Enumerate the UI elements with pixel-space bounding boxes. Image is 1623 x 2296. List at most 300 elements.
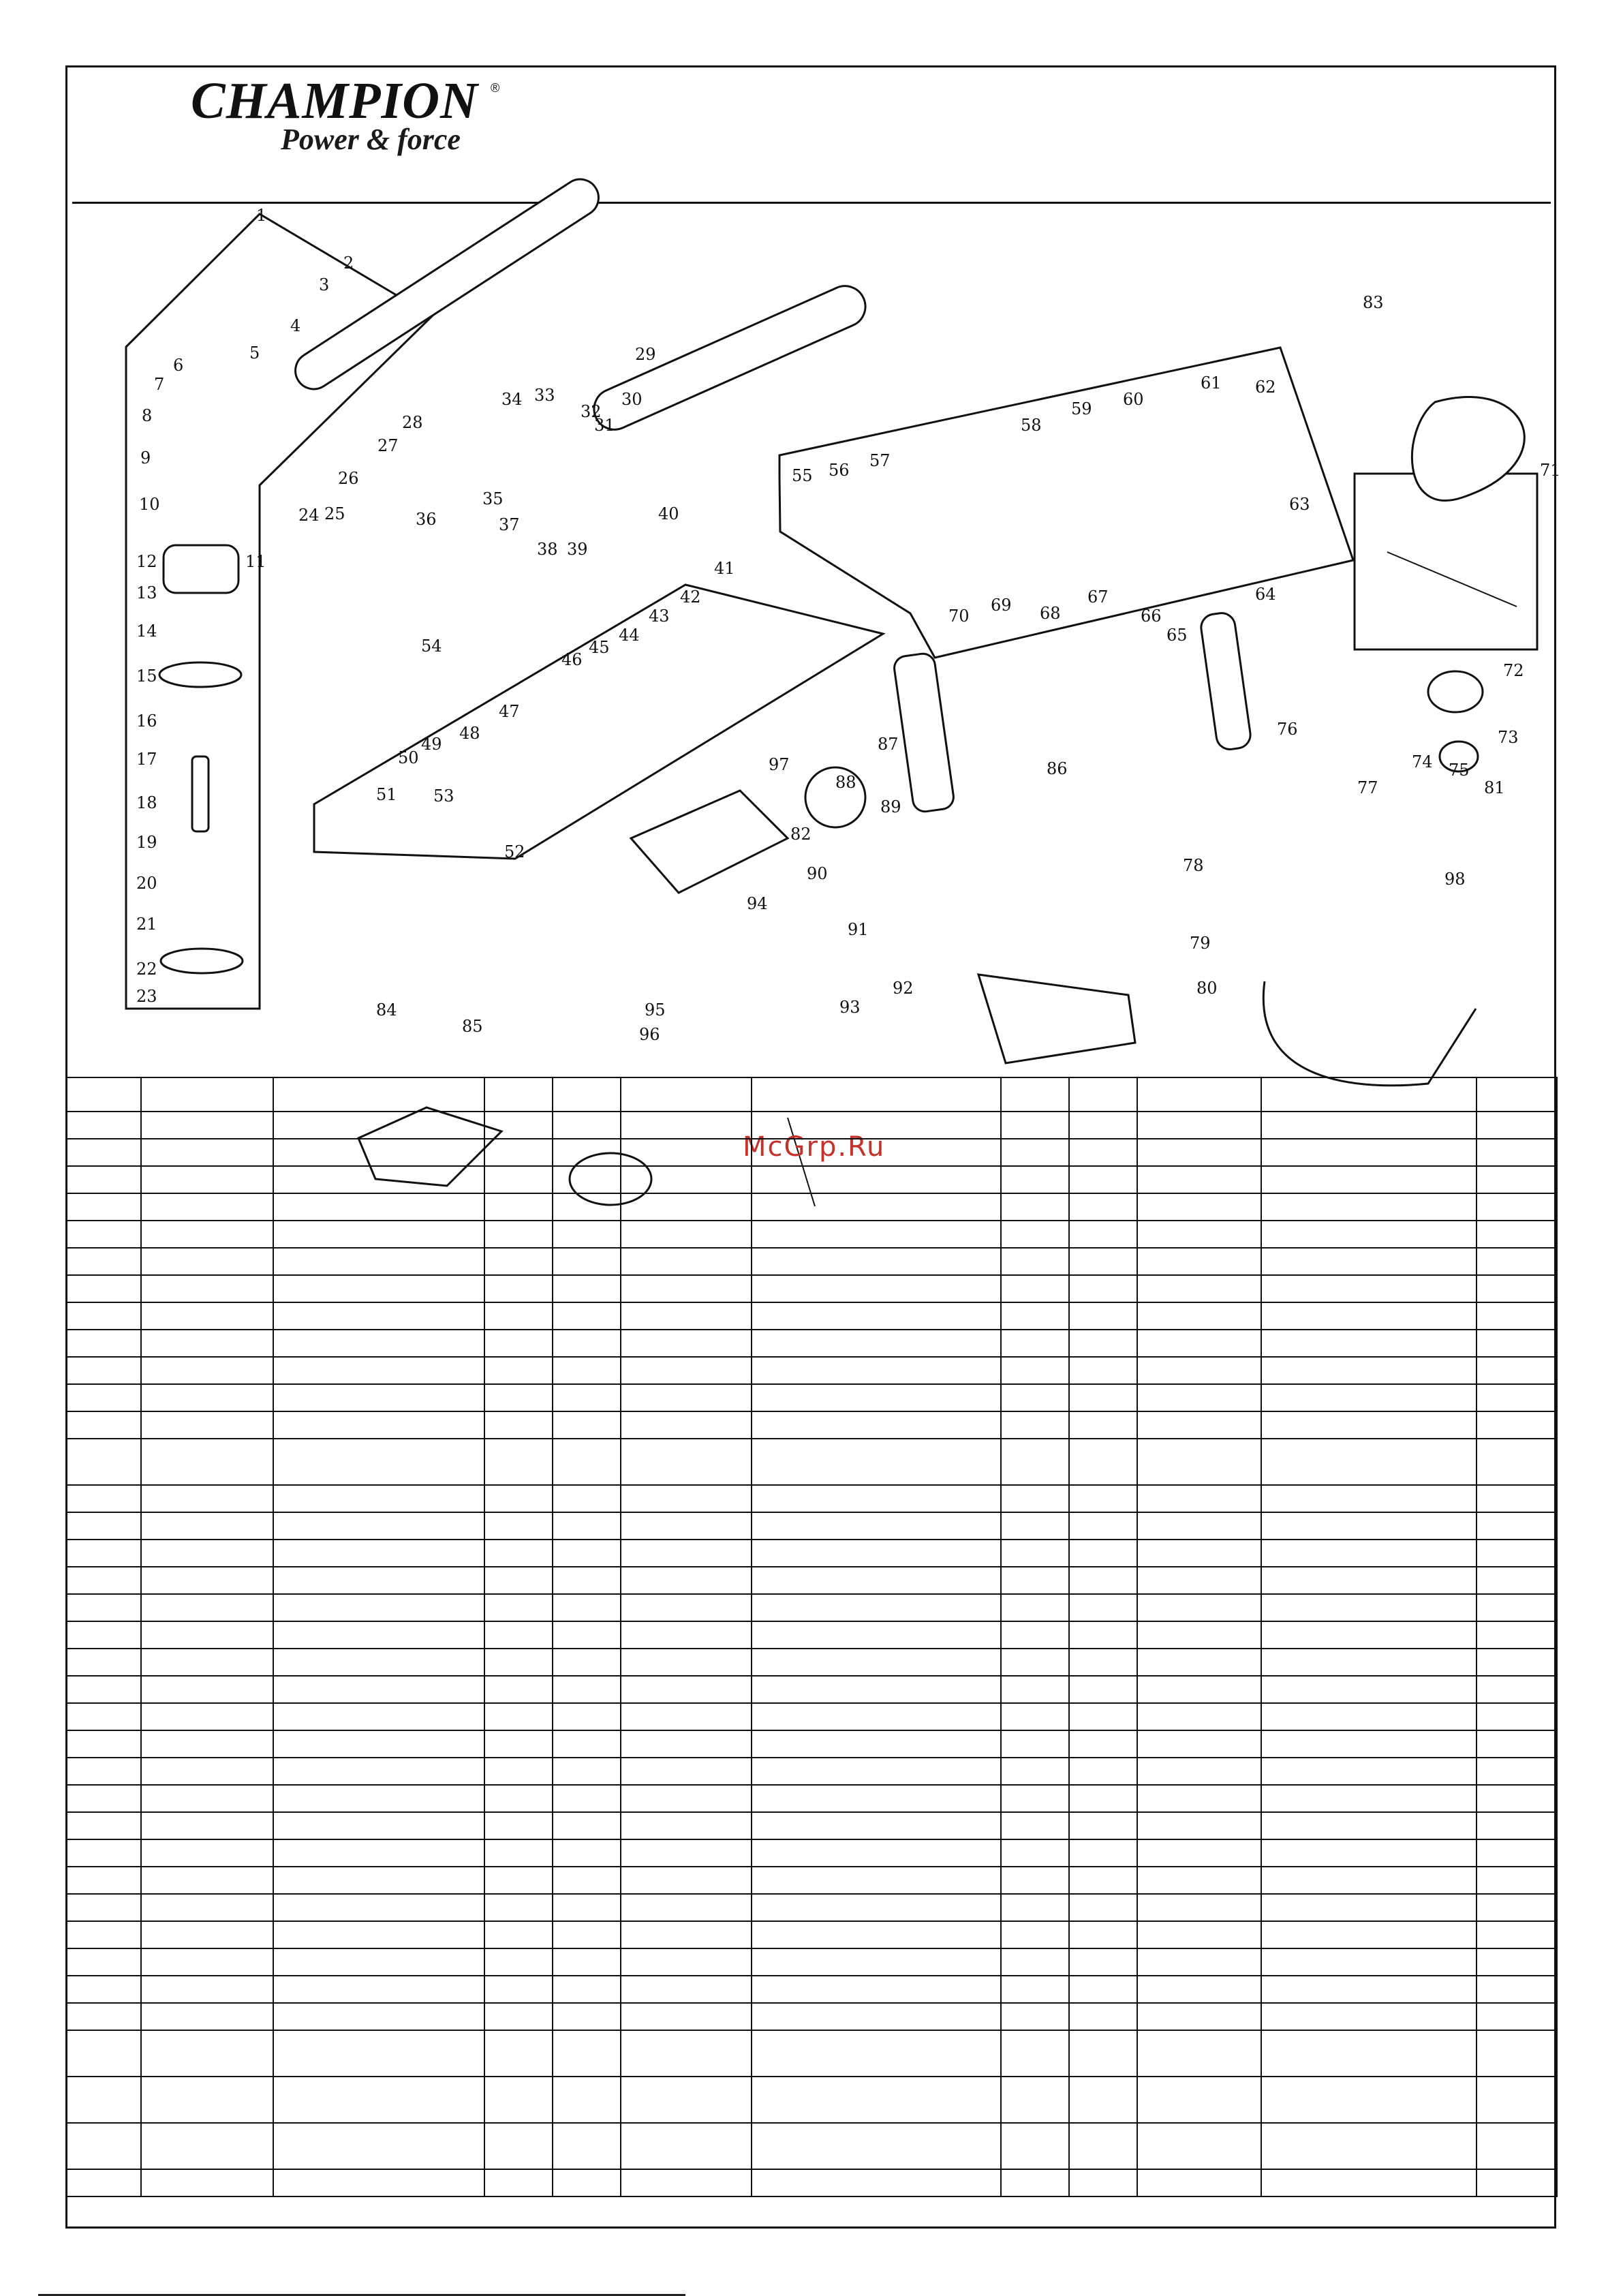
table-cell xyxy=(1069,2030,1137,2077)
svg-text:57: 57 xyxy=(869,451,891,470)
svg-text:16: 16 xyxy=(136,711,157,731)
table-cell xyxy=(1477,1540,1557,1567)
table-row xyxy=(66,1248,1557,1275)
table-cell xyxy=(1477,2077,1557,2123)
table-cell xyxy=(66,1812,141,1839)
table-cell xyxy=(752,1166,1001,1193)
svg-text:85: 85 xyxy=(462,1017,483,1036)
svg-text:35: 35 xyxy=(482,489,504,508)
svg-text:8: 8 xyxy=(142,406,153,425)
table-cell xyxy=(141,1567,273,1594)
table-row xyxy=(66,1485,1557,1512)
table-cell xyxy=(66,1512,141,1540)
table-row xyxy=(66,1077,1557,1112)
svg-text:76: 76 xyxy=(1277,720,1298,739)
table-cell xyxy=(1261,1812,1477,1839)
table-cell xyxy=(752,1839,1001,1867)
table-cell xyxy=(484,1411,553,1439)
svg-text:2: 2 xyxy=(343,254,354,273)
table-cell xyxy=(141,1275,273,1302)
gear-head xyxy=(164,545,238,593)
table-cell xyxy=(273,1948,484,1976)
table-cell xyxy=(1477,1867,1557,1894)
table-cell xyxy=(66,1567,141,1594)
table-cell xyxy=(553,1921,621,1948)
table-cell xyxy=(1261,1976,1477,2003)
parts-table xyxy=(65,1077,1558,2197)
table-cell xyxy=(553,1275,621,1302)
svg-text:68: 68 xyxy=(1040,604,1061,623)
table-cell xyxy=(1477,1894,1557,1921)
table-cell xyxy=(1137,1275,1261,1302)
table-cell xyxy=(66,1193,141,1221)
table-cell xyxy=(621,1730,752,1758)
table-row xyxy=(66,2077,1557,2123)
table-cell xyxy=(66,1112,141,1139)
table-cell xyxy=(553,1703,621,1730)
table-cell xyxy=(1069,1221,1137,1248)
table-cell xyxy=(553,1649,621,1676)
table-cell xyxy=(1261,1077,1477,1112)
svg-text:88: 88 xyxy=(835,773,856,792)
table-cell xyxy=(1137,1703,1261,1730)
svg-text:83: 83 xyxy=(1363,293,1384,312)
strap-line xyxy=(1387,552,1517,607)
table-cell xyxy=(1137,1921,1261,1948)
table-cell xyxy=(273,1594,484,1621)
spindle-14 xyxy=(192,756,208,831)
table-cell xyxy=(1069,2003,1137,2030)
svg-text:30: 30 xyxy=(621,390,643,409)
table-cell xyxy=(66,1594,141,1621)
svg-text:44: 44 xyxy=(619,626,640,645)
table-cell xyxy=(1001,2003,1069,2030)
table-cell xyxy=(66,1730,141,1758)
table-cell xyxy=(141,1384,273,1411)
table-cell xyxy=(141,1676,273,1703)
table-cell xyxy=(66,1330,141,1357)
table-cell xyxy=(141,1894,273,1921)
table-cell xyxy=(1477,1758,1557,1785)
svg-text:62: 62 xyxy=(1255,378,1276,397)
table-cell xyxy=(66,1867,141,1894)
table-cell xyxy=(1261,1703,1477,1730)
table-cell xyxy=(273,1976,484,2003)
table-cell xyxy=(141,1411,273,1439)
svg-text:3: 3 xyxy=(319,275,330,294)
table-cell xyxy=(1137,1485,1261,1512)
table-cell xyxy=(484,1357,553,1384)
table-row xyxy=(66,1867,1557,1894)
table-cell xyxy=(1261,1275,1477,1302)
table-row xyxy=(66,1193,1557,1221)
table-cell xyxy=(553,2077,621,2123)
table-cell xyxy=(1261,2030,1477,2077)
svg-text:11: 11 xyxy=(245,552,266,571)
table-cell xyxy=(484,1540,553,1567)
table-cell xyxy=(141,1166,273,1193)
table-cell xyxy=(553,1139,621,1166)
table-cell xyxy=(1137,1077,1261,1112)
table-cell xyxy=(1137,1812,1261,1839)
table-cell xyxy=(1137,1676,1261,1703)
table-cell xyxy=(1001,1439,1069,1485)
grip-61 xyxy=(1199,611,1252,751)
svg-text:86: 86 xyxy=(1047,759,1068,778)
table-cell xyxy=(273,1411,484,1439)
table-cell xyxy=(66,1621,141,1649)
table-cell xyxy=(484,1976,553,2003)
table-cell xyxy=(752,2003,1001,2030)
table-cell xyxy=(752,1357,1001,1384)
table-cell xyxy=(484,1384,553,1411)
table-cell xyxy=(621,1411,752,1439)
table-cell xyxy=(1261,1357,1477,1384)
table-cell xyxy=(1137,1839,1261,1867)
table-cell xyxy=(1069,1867,1137,1894)
table-cell xyxy=(752,1439,1001,1485)
table-cell xyxy=(752,1275,1001,1302)
table-cell xyxy=(1137,1112,1261,1139)
table-cell xyxy=(484,1330,553,1357)
table-cell xyxy=(553,1839,621,1867)
table-cell xyxy=(484,2003,553,2030)
table-cell xyxy=(66,1166,141,1193)
table-cell xyxy=(141,1867,273,1894)
table-cell xyxy=(1001,1594,1069,1621)
table-cell xyxy=(1069,1921,1137,1948)
table-row xyxy=(66,1812,1557,1839)
table-cell xyxy=(1477,1275,1557,1302)
table-row xyxy=(66,2030,1557,2077)
svg-text:17: 17 xyxy=(136,750,157,769)
table-cell xyxy=(1137,1894,1261,1921)
table-cell xyxy=(1261,1221,1477,1248)
table-row xyxy=(66,1275,1557,1302)
table-cell xyxy=(273,1330,484,1357)
table-cell xyxy=(273,1512,484,1540)
svg-text:48: 48 xyxy=(459,724,480,743)
table-cell xyxy=(621,1594,752,1621)
table-cell xyxy=(553,1512,621,1540)
table-cell xyxy=(752,1193,1001,1221)
table-cell xyxy=(1261,1758,1477,1785)
table-cell xyxy=(141,1248,273,1275)
svg-text:42: 42 xyxy=(680,587,701,607)
table-cell xyxy=(273,1302,484,1330)
table-cell xyxy=(1137,1439,1261,1485)
table-cell xyxy=(1001,1384,1069,1411)
table-cell xyxy=(273,1357,484,1384)
table-cell xyxy=(621,1839,752,1867)
table-cell xyxy=(141,1812,273,1839)
table-row xyxy=(66,1330,1557,1357)
table-cell xyxy=(1069,2169,1137,2196)
table-cell xyxy=(752,1948,1001,1976)
table-row xyxy=(66,1302,1557,1330)
table-cell xyxy=(553,1330,621,1357)
table-cell xyxy=(484,1785,553,1812)
table-cell xyxy=(621,1812,752,1839)
svg-text:78: 78 xyxy=(1183,856,1204,875)
table-cell xyxy=(1069,1948,1137,1976)
table-cell xyxy=(1069,1384,1137,1411)
table-cell xyxy=(66,1785,141,1812)
table-row xyxy=(66,1758,1557,1785)
table-cell xyxy=(621,1330,752,1357)
table-cell xyxy=(553,1112,621,1139)
table-cell xyxy=(553,1976,621,2003)
table-cell xyxy=(484,1439,553,1485)
table-cell xyxy=(273,1676,484,1703)
table-cell xyxy=(273,1139,484,1166)
table-cell xyxy=(1137,1758,1261,1785)
table-row xyxy=(66,1357,1557,1384)
table-row xyxy=(66,1785,1557,1812)
table-cell xyxy=(66,1077,141,1112)
table-cell xyxy=(1069,1166,1137,1193)
table-cell xyxy=(1069,1703,1137,1730)
svg-text:24: 24 xyxy=(298,506,320,525)
table-cell xyxy=(66,2030,141,2077)
table-cell xyxy=(1261,1512,1477,1540)
table-cell xyxy=(1137,1411,1261,1439)
table-cell xyxy=(553,2003,621,2030)
table-cell xyxy=(66,1248,141,1275)
table-cell xyxy=(141,1730,273,1758)
table-cell xyxy=(1069,1302,1137,1330)
table-cell xyxy=(752,1976,1001,2003)
table-cell xyxy=(1137,1357,1261,1384)
svg-text:64: 64 xyxy=(1255,585,1276,604)
table-cell xyxy=(553,1485,621,1512)
table-cell xyxy=(273,1221,484,1248)
bike-handle-98 xyxy=(1263,981,1476,1086)
svg-text:40: 40 xyxy=(658,504,679,523)
svg-text:38: 38 xyxy=(537,540,558,559)
table-cell xyxy=(1261,1839,1477,1867)
table-cell xyxy=(484,1193,553,1221)
table-cell xyxy=(1261,1649,1477,1676)
table-cell xyxy=(1477,1812,1557,1839)
table-cell xyxy=(752,1758,1001,1785)
table-cell xyxy=(1069,1649,1137,1676)
table-cell xyxy=(621,2123,752,2169)
table-cell xyxy=(553,1758,621,1785)
handle-69 xyxy=(893,652,955,813)
table-cell xyxy=(752,1676,1001,1703)
table-cell xyxy=(141,1703,273,1730)
svg-text:49: 49 xyxy=(421,735,442,754)
table-cell xyxy=(621,1921,752,1948)
table-cell xyxy=(1001,2169,1069,2196)
table-cell xyxy=(1261,1248,1477,1275)
table-row xyxy=(66,1540,1557,1567)
table-cell xyxy=(1137,2169,1261,2196)
upper-shaft-tube xyxy=(288,172,606,397)
table-cell xyxy=(621,1948,752,1976)
table-cell xyxy=(752,1812,1001,1839)
svg-text:21: 21 xyxy=(136,915,157,934)
table-cell xyxy=(1069,1676,1137,1703)
svg-text:66: 66 xyxy=(1141,607,1162,626)
clamp-72 xyxy=(1428,671,1483,712)
table-cell xyxy=(66,2077,141,2123)
table-cell xyxy=(484,1621,553,1649)
table-cell xyxy=(553,2030,621,2077)
table-cell xyxy=(621,2003,752,2030)
table-cell xyxy=(273,1166,484,1193)
brand-tagline: Power & force xyxy=(281,123,461,156)
table-cell xyxy=(141,1921,273,1948)
table-cell xyxy=(66,1839,141,1867)
svg-text:77: 77 xyxy=(1357,778,1378,797)
table-cell xyxy=(1001,1703,1069,1730)
table-cell xyxy=(141,1485,273,1512)
table-cell xyxy=(484,1512,553,1540)
table-cell xyxy=(1069,1594,1137,1621)
table-cell xyxy=(1001,1193,1069,1221)
table-cell xyxy=(1069,1411,1137,1439)
harness-83 xyxy=(1412,397,1524,500)
svg-text:96: 96 xyxy=(639,1025,660,1044)
table-row xyxy=(66,1894,1557,1921)
svg-text:73: 73 xyxy=(1498,728,1519,747)
table-cell xyxy=(1069,1976,1137,2003)
table-cell xyxy=(141,1357,273,1384)
group-40-outline xyxy=(314,585,883,859)
svg-text:58: 58 xyxy=(1021,416,1042,435)
table-cell xyxy=(1261,1384,1477,1411)
table-cell xyxy=(621,1248,752,1275)
table-cell xyxy=(1477,1649,1557,1676)
table-cell xyxy=(273,1812,484,1839)
table-cell xyxy=(273,1921,484,1948)
table-cell xyxy=(621,1540,752,1567)
table-cell xyxy=(484,1594,553,1621)
table-cell xyxy=(1137,1976,1261,2003)
table-cell xyxy=(66,1948,141,1976)
table-cell xyxy=(752,1867,1001,1894)
table-cell xyxy=(553,1867,621,1894)
table-cell xyxy=(1137,1594,1261,1621)
table-cell xyxy=(1069,1077,1137,1112)
table-cell xyxy=(141,1193,273,1221)
table-cell xyxy=(66,1139,141,1166)
table-cell xyxy=(66,1485,141,1512)
table-cell xyxy=(1261,1411,1477,1439)
table-cell xyxy=(752,2077,1001,2123)
table-cell xyxy=(273,1112,484,1139)
table-cell xyxy=(1001,1166,1069,1193)
svg-text:37: 37 xyxy=(499,515,520,534)
table-cell xyxy=(484,1730,553,1758)
table-cell xyxy=(553,1357,621,1384)
table-cell xyxy=(141,1439,273,1485)
table-cell xyxy=(141,1785,273,1812)
table-cell xyxy=(1001,1512,1069,1540)
table-cell xyxy=(1137,1540,1261,1567)
table-cell xyxy=(553,1221,621,1248)
table-cell xyxy=(752,1921,1001,1948)
table-cell xyxy=(66,1275,141,1302)
table-row xyxy=(66,1439,1557,1485)
table-cell xyxy=(484,2123,553,2169)
table-row xyxy=(66,1649,1557,1676)
table-cell xyxy=(1001,1730,1069,1758)
svg-text:1: 1 xyxy=(256,206,267,225)
svg-text:87: 87 xyxy=(878,735,899,754)
table-cell xyxy=(1261,1567,1477,1594)
table-cell xyxy=(1477,1221,1557,1248)
table-cell xyxy=(1261,1621,1477,1649)
table-cell xyxy=(752,1330,1001,1357)
table-cell xyxy=(752,1594,1001,1621)
table-cell xyxy=(1477,2030,1557,2077)
table-cell xyxy=(273,1839,484,1867)
svg-text:29: 29 xyxy=(635,345,656,364)
table-cell xyxy=(621,1758,752,1785)
table-cell xyxy=(1001,1540,1069,1567)
table-cell xyxy=(141,2003,273,2030)
svg-text:4: 4 xyxy=(290,316,301,335)
table-cell xyxy=(1261,1894,1477,1921)
table-cell xyxy=(1261,1139,1477,1166)
table-cell xyxy=(141,2030,273,2077)
svg-text:97: 97 xyxy=(769,755,790,774)
table-cell xyxy=(553,1948,621,1976)
svg-text:7: 7 xyxy=(154,375,165,394)
table-cell xyxy=(1261,1867,1477,1894)
table-cell xyxy=(66,1411,141,1439)
table-row xyxy=(66,2003,1557,2030)
svg-text:91: 91 xyxy=(848,920,869,939)
table-cell xyxy=(1069,1193,1137,1221)
table-cell xyxy=(1069,1275,1137,1302)
table-cell xyxy=(273,1758,484,1785)
table-cell xyxy=(621,1567,752,1594)
table-cell xyxy=(1261,2077,1477,2123)
table-cell xyxy=(1001,1839,1069,1867)
svg-text:65: 65 xyxy=(1166,626,1188,645)
table-cell xyxy=(621,2169,752,2196)
svg-text:20: 20 xyxy=(136,874,157,893)
table-cell xyxy=(273,1894,484,1921)
svg-text:25: 25 xyxy=(324,504,345,523)
svg-text:71: 71 xyxy=(1540,461,1561,480)
table-cell xyxy=(484,1676,553,1703)
table-cell xyxy=(1261,1193,1477,1221)
table-cell xyxy=(553,1894,621,1921)
table-cell xyxy=(273,1485,484,1512)
svg-text:79: 79 xyxy=(1190,934,1211,953)
svg-text:46: 46 xyxy=(561,650,583,669)
table-row xyxy=(66,1703,1557,1730)
table-cell xyxy=(621,1221,752,1248)
table-cell xyxy=(1069,2077,1137,2123)
svg-text:22: 22 xyxy=(136,960,157,979)
svg-text:98: 98 xyxy=(1444,870,1466,889)
svg-text:33: 33 xyxy=(534,386,555,405)
table-cell xyxy=(1261,1439,1477,1485)
svg-text:84: 84 xyxy=(376,1000,397,1020)
table-cell xyxy=(1477,1567,1557,1594)
table-cell xyxy=(553,1785,621,1812)
svg-text:92: 92 xyxy=(893,979,914,998)
clutch-housing-46 xyxy=(631,791,788,893)
table-cell xyxy=(66,1302,141,1330)
table-cell xyxy=(1477,2003,1557,2030)
